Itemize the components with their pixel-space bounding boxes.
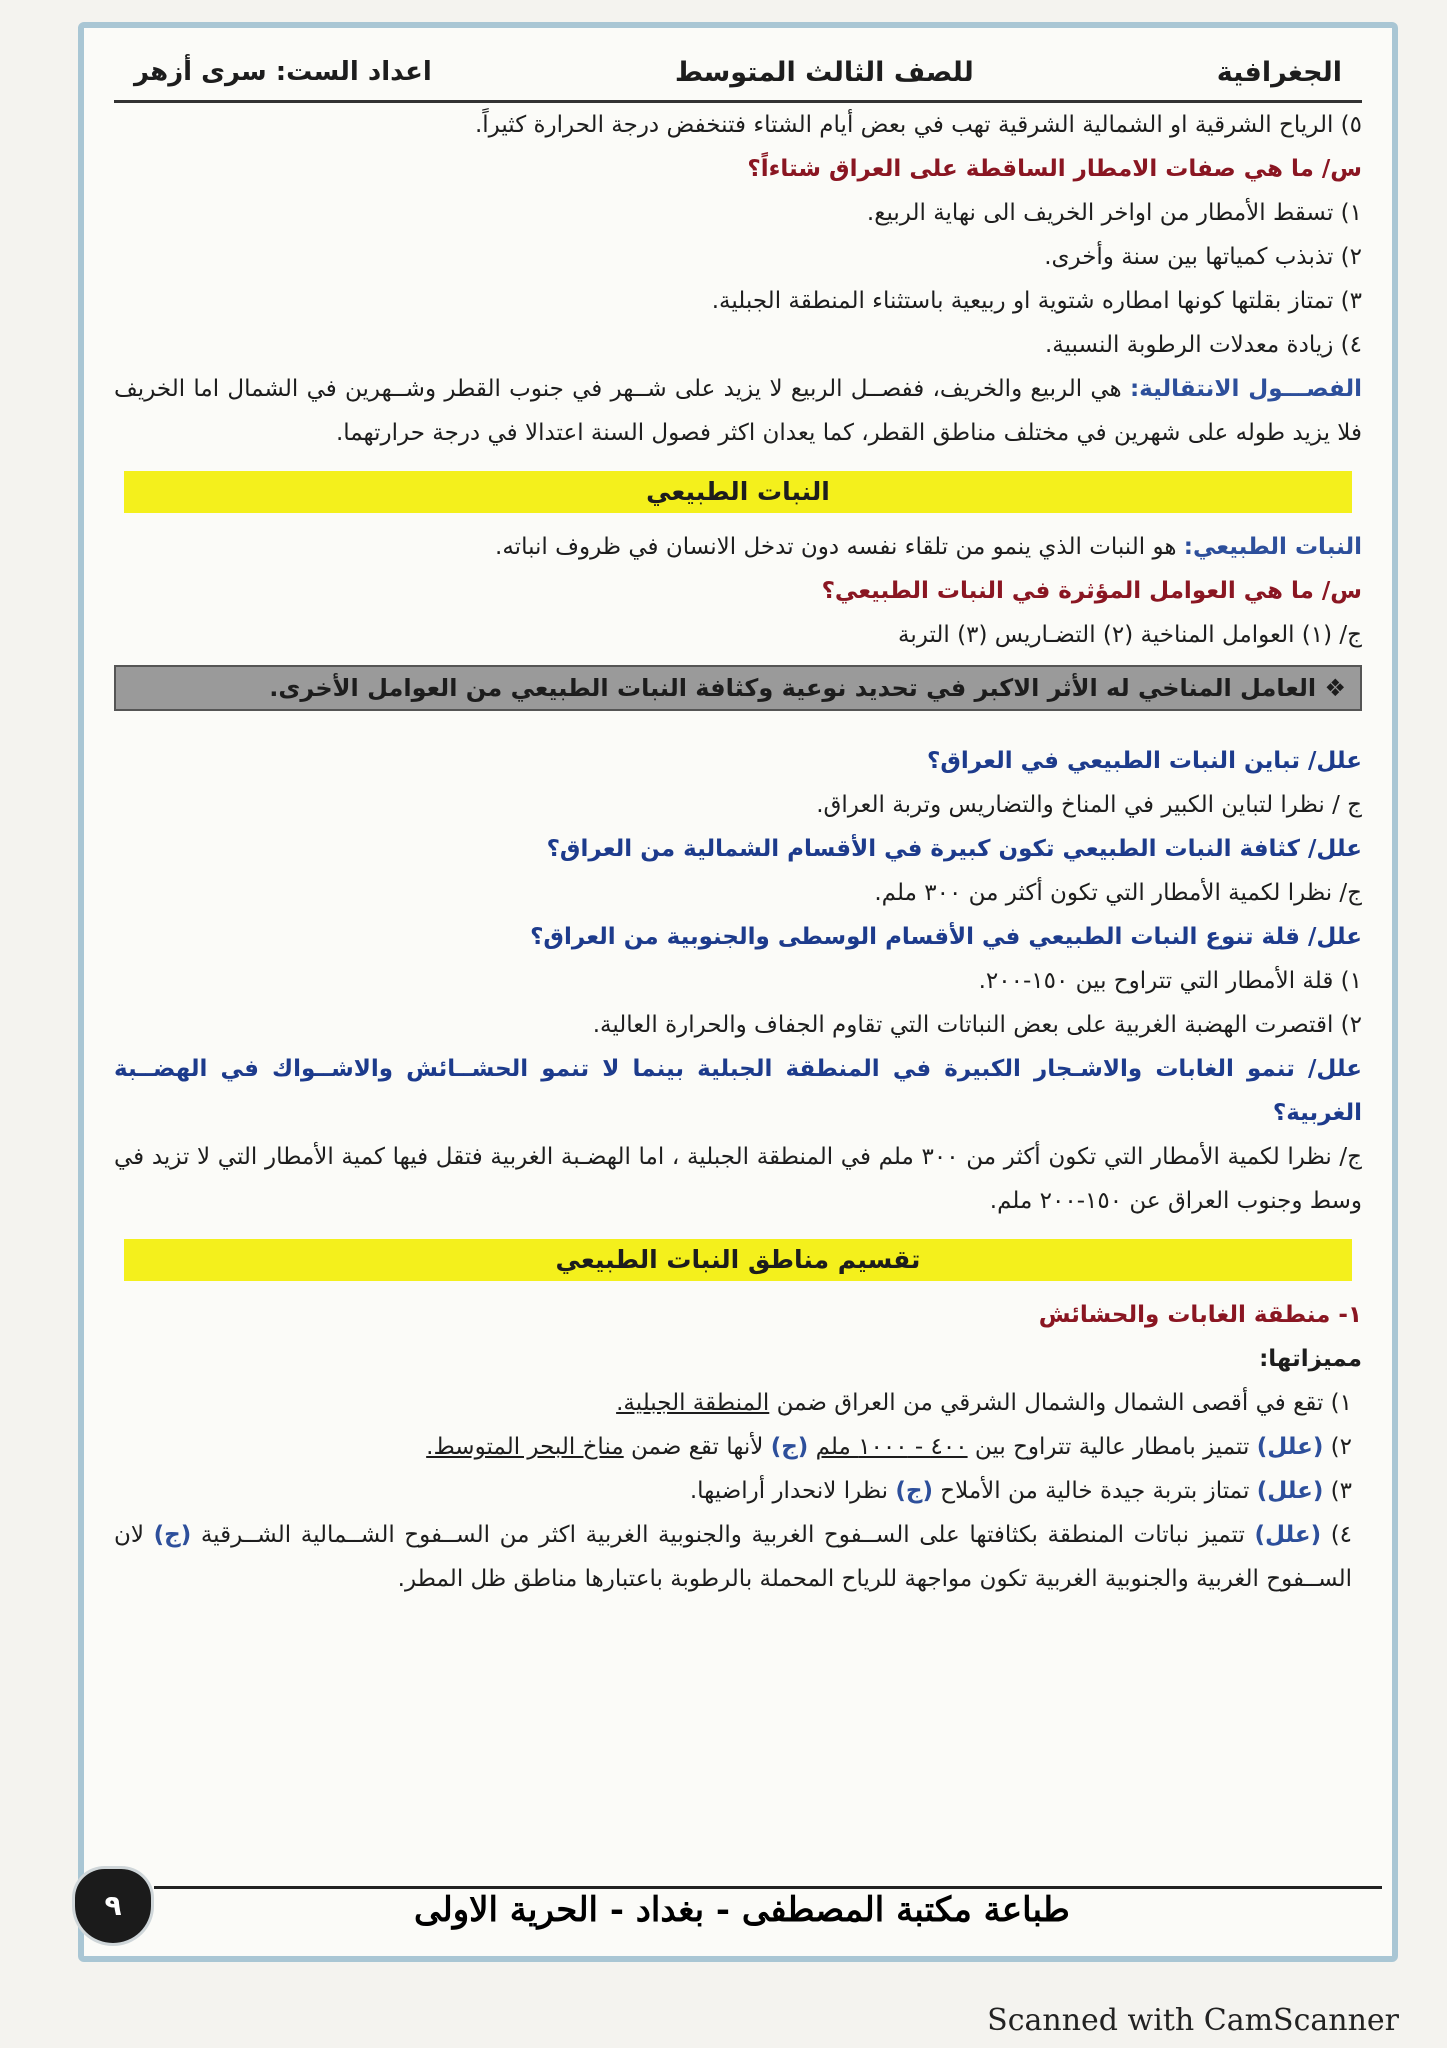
answer-line: ج/ نظرا لكمية الأمطار التي تكون أكثر من ٣٠٠ ملم في المنطقة الجبلية ، اما الهضـبة الغربية فتقل فيها كمية الأمطار التي لا تزيد في وسط وجنوب العراق عن ١٥٠-٢٠٠ ملم. [114, 1144, 1363, 1214]
feature-number: ٤) [1330, 1522, 1353, 1548]
section-title: النبات الطبيعي [124, 471, 1352, 513]
term-label: النبات الطبيعي: [1183, 534, 1362, 560]
scanner-watermark: Scanned with CamScanner [987, 2003, 1399, 2038]
header-grade: للصف الثالث المتوسط [674, 56, 974, 88]
answer-line: ج / نظرا لتباين الكبير في المناخ والتضاريس وتربة العراق. [816, 792, 1362, 818]
why-question: علل/ قلة تنوع النبات الطبيعي في الأقسام الوسطى والجنوبية من العراق؟ [530, 924, 1362, 950]
footer-divider [154, 1886, 1382, 1889]
answer-line: ج/ (١) العوامل المناخية (٢) التضـاريس (٣) التربة [898, 622, 1362, 648]
term-text: هو النبات الذي ينمو من تلقاء نفسه دون تدخل الانسان في ظروف انباته. [495, 534, 1177, 560]
answer-line: ٢) اقتصرت الهضبة الغربية على بعض النباتات التي تقاوم الجفاف والحرارة العالية. [592, 1012, 1362, 1038]
header-author: اعداد الست: سرى أزهر [134, 57, 432, 87]
transitional-seasons-paragraph [114, 367, 1362, 455]
why-tag: (علل) [1254, 1522, 1322, 1548]
feature-underlined: المنطقة الجبلية. [616, 1390, 770, 1416]
feature-text: لأنها تقع ضمن [631, 1434, 764, 1460]
question-line: س/ ما هي العوامل المؤثرة في النبات الطبيعي؟ [821, 578, 1362, 604]
answer-line: ١) تسقط الأمطار من اواخر الخريف الى نهاية الربيع. [866, 200, 1362, 226]
feature-number: ٢) [1330, 1434, 1352, 1460]
answer-line: ج/ نظرا لكمية الأمطار التي تكون أكثر من ٣٠٠ ملم. [874, 880, 1362, 906]
answer-line: ٢) تذبذب كمياتها بين سنة وأخرى. [1044, 244, 1362, 270]
zone-title: ١- منطقة الغابات والحشائش [1038, 1302, 1362, 1328]
feature-text: نظرا لانحدار أراضيها. [689, 1478, 889, 1504]
answer-line: ٣) تمتاز بقلتها كونها امطاره شتوية او ربيعية باستثناء المنطقة الجبلية. [711, 288, 1362, 314]
feature-underlined: مناخ البحر المتوسط. [426, 1434, 624, 1460]
page-footer [84, 1872, 1392, 1942]
feature-number: ٣) [1330, 1478, 1352, 1504]
feature-item [114, 1381, 1362, 1425]
feature-item [114, 1469, 1362, 1513]
page-header [114, 44, 1362, 103]
feature-text: لان الســفوح الغربية والجنوبية الغربية تكون مواجهة للرياح المحملة بالرطوبة باعتبارها مناطق ظل المطر. [114, 1522, 1352, 1592]
why-question: علل/ كثافة النبات الطبيعي تكون كبيرة في الأقسام الشمالية من العراق؟ [546, 836, 1362, 862]
answer-line: ١) قلة الأمطار التي تتراوح بين ١٥٠-٢٠٠. [978, 968, 1362, 994]
question-line: س/ ما هي صفات الامطار الساقطة على العراق شتاءاً؟ [747, 156, 1362, 182]
feature-text: ١) تقع في أقصى الشمال والشمال الشرقي من العراق ضمن [776, 1390, 1352, 1416]
features-label: مميزاتها: [1259, 1346, 1362, 1372]
feature-text: تتميز بامطار عالية تتراوح بين [974, 1434, 1250, 1460]
definition-line [114, 525, 1362, 569]
why-tag: (علل) [1256, 1478, 1324, 1504]
text-line: ٥) الرياح الشرقية او الشمالية الشرقية تهب في بعض أيام الشتاء فتنخفض درجة الحرارة كثيراً. [474, 112, 1362, 138]
why-question: علل/ تباين النبات الطبيعي في العراق؟ [927, 748, 1362, 774]
footer-print-credit: طباعة مكتبة المصطفى - بغداد - الحرية الاولى [414, 1890, 1070, 1930]
why-tag: (علل) [1256, 1434, 1324, 1460]
feature-text: تتميز نباتات المنطقة بكثافتها على الســفوح الغربية والجنوبية الغربية اكثر من الســفوح الشــمالية الشــرقية [200, 1522, 1245, 1548]
term-text: هي الربيع والخريف، ففصــل الربيع لا يزيد على شــهر في جنوب القطر وشــهرين في الشمال اما الخريف فلا يزيد طوله على شهرين في مختلف مناطق القطر، كما يعدان اكثر فصول السنة اعتدالا في درجة حرارتهما. [114, 376, 1362, 446]
why-question: علل/ تنمو الغابات والاشـجار الكبيرة في المنطقة الجبلية بينما لا تنمو الحشــائش والاشــواك في الهضــبة الغربية؟ [114, 1056, 1362, 1126]
feature-text: تمتاز بتربة جيدة خالية من الأملاح [940, 1478, 1250, 1504]
note-bar: ❖ العامل المناخي له الأثر الاكبر في تحديد نوعية وكثافة النبات الطبيعي من العوامل الأخرى. [114, 665, 1362, 711]
page-content [114, 28, 1362, 1956]
answer-tag: (ج) [770, 1434, 809, 1460]
answer-tag: (ج) [895, 1478, 933, 1504]
answer-tag: (ج) [153, 1522, 192, 1548]
feature-item [114, 1425, 1362, 1469]
page-number: ٩ [72, 1866, 154, 1946]
feature-item [114, 1513, 1362, 1601]
term-label: الفصـــول الانتقالية: [1129, 376, 1362, 402]
header-subject: الجغرافية [1216, 56, 1342, 88]
section-title: تقسيم مناطق النبات الطبيعي [124, 1239, 1352, 1281]
answer-line: ٤) زيادة معدلات الرطوبة النسبية. [1044, 332, 1362, 358]
page-sheet [78, 22, 1398, 1962]
feature-underlined: ٤٠٠ - ١٠٠٠ ملم [815, 1434, 968, 1460]
